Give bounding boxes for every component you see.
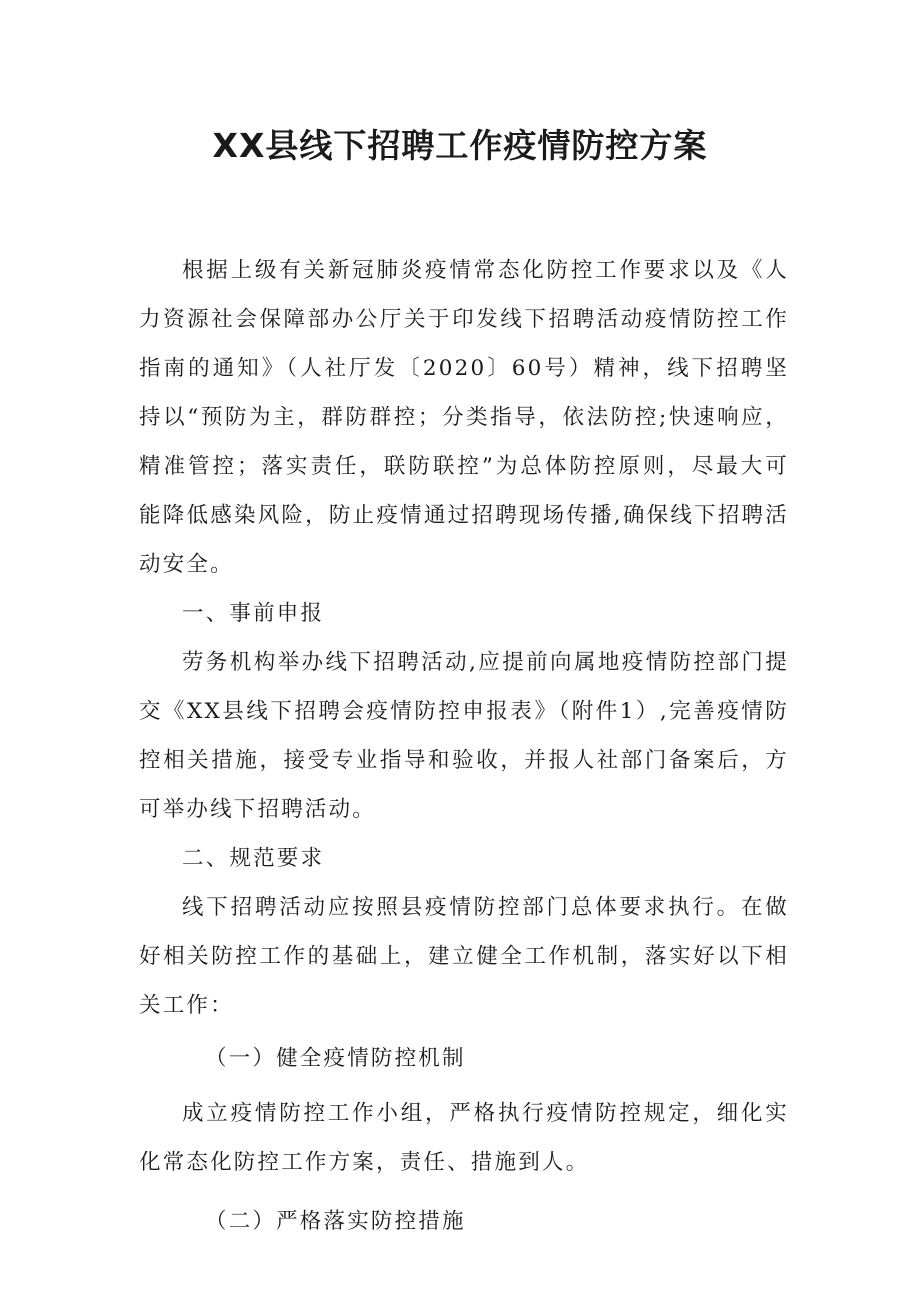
intro-paragraph: 根据上级有关新冠肺炎疫情常态化防控工作要求以及《人力资源社会保障部办公厅关于印发线下招聘活动疫情防控工作指南的通知》（人社厅发〔2020〕60号）精神，线下招聘坚持以“预防为主，群防群控；分类指导，依法防控;快速响应，精准管控；落实责任，联防联控”为总体防控原则，尽最大可能降低感染风险，防止疫情通过招聘现场传播,确保线下招聘活动安全。 <box>139 258 789 577</box>
section-paragraph-pre-declaration: 劳务机构举办线下招聘活动,应提前向属地疫情防控部门提交《XX县线下招聘会疫情防控申报表》（附件1）,完善疫情防控相关措施，接受专业指导和验收，并报人社部门备案后，方可举办线下招聘活动。 <box>139 650 789 822</box>
subsection-heading-mechanism: （一）健全疫情防控机制 <box>205 1046 466 1071</box>
spacer <box>139 1187 789 1197</box>
section-heading-pre-declaration: 一、事前申报 <box>182 601 325 626</box>
section-paragraph-requirements: 线下招聘活动应按照县疫情防控部门总体要求执行。在做好相关防控工作的基础上，建立健全工作机制，落实好以下相关工作： <box>139 895 789 1018</box>
subsection-heading-measures: （二）严格落实防控措施 <box>205 1209 466 1234</box>
document-title: XX县线下招聘工作疫情防控方案 <box>212 126 708 165</box>
subsection-paragraph-mechanism: 成立疫情防控工作小组，严格执行疫情防控规定，细化实化常态化防控工作方案，责任、措施到人。 <box>139 1101 789 1175</box>
document-body <box>139 246 789 1246</box>
section-heading-requirements: 二、规范要求 <box>182 846 325 871</box>
